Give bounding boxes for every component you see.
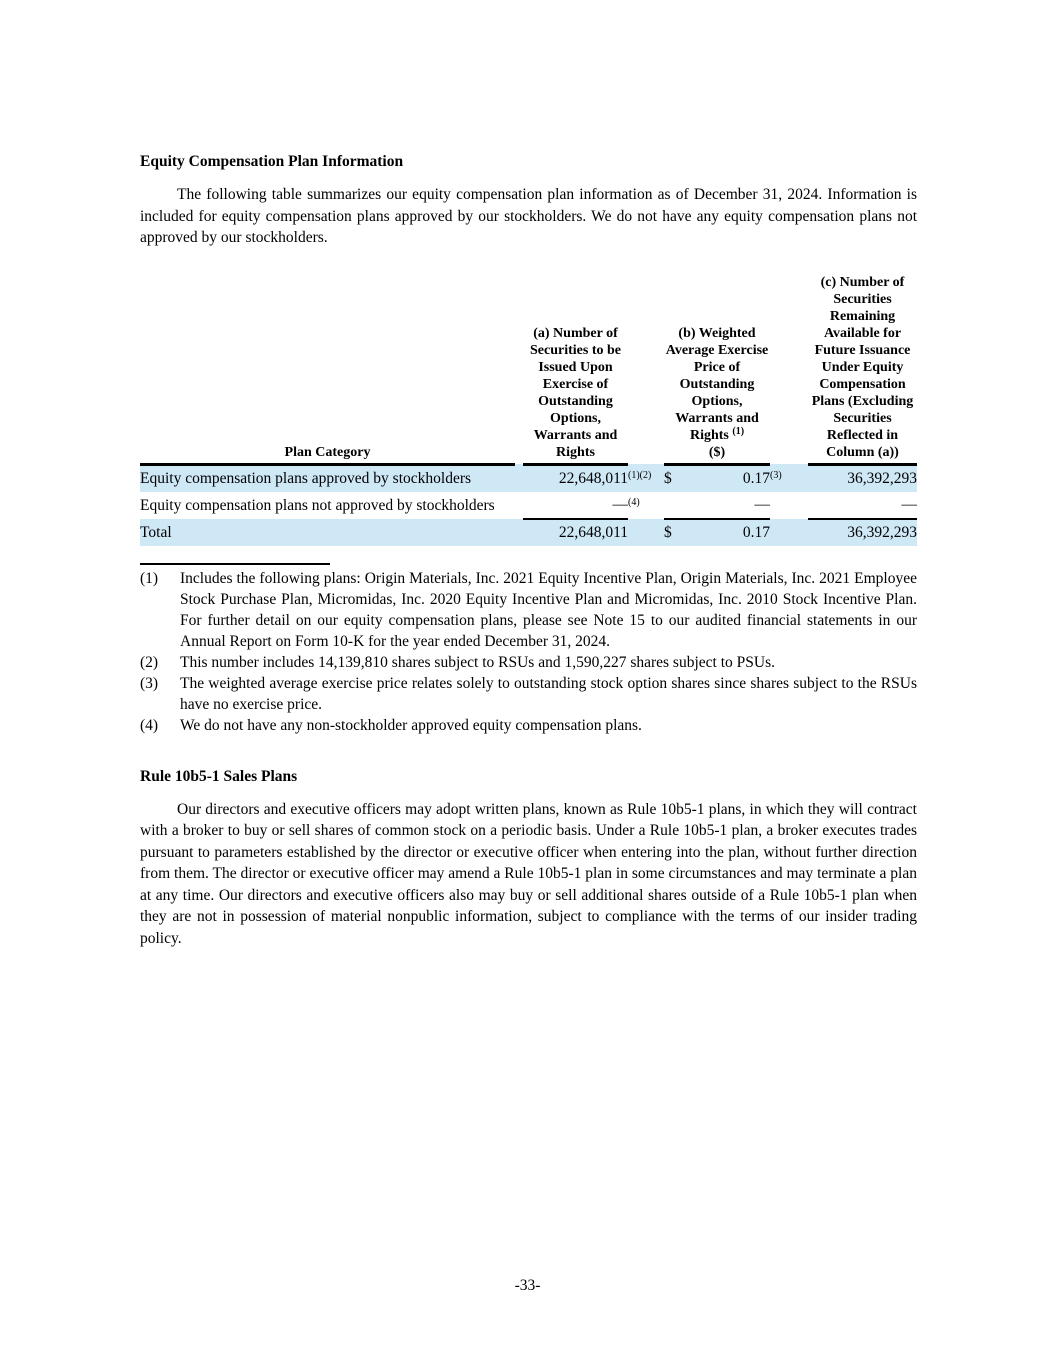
page-number: -33- bbox=[514, 1277, 541, 1294]
footnote-text: The weighted average exercise price relates solely to outstanding stock option shares since shares subject to the RSUs have no exercise price. bbox=[180, 674, 917, 713]
page-content bbox=[140, 0, 917, 949]
column-a-note-spacer bbox=[628, 274, 664, 465]
col-a-value: 22,648,011 bbox=[558, 469, 628, 487]
column-b-unit: ($) bbox=[708, 444, 726, 460]
table-header-row bbox=[140, 274, 917, 465]
rule-10b5-1-paragraph: Our directors and executive officers may adopt written plans, known as Rule 10b5-1 plans, in which they will contract with a broker to buy or sell shares of common stock on a periodic basis. Under a Rule 10b5-1 plan, a broker executes trades pursuant to parameters established by the director or executive officer when entering into the plan, without further direction from them. The director or executive officer may amend a Rule 10b5-1 plan in some circumstances and may terminate a plan at any time. Our directors and executive officers also may buy or sell additional shares outside of a Rule 10b5-1 plan when they are not in possession of material nonpublic information, subject to compliance with the terms of our insider trading policy. bbox=[140, 800, 917, 947]
rule-10b5-1-section-heading: Rule 10b5-1 Sales Plans bbox=[140, 767, 298, 785]
currency-symbol: $ bbox=[664, 469, 672, 487]
col-c-value: 36,392,293 bbox=[808, 519, 917, 546]
col-b-value: 0.17 bbox=[742, 523, 770, 541]
footnote-text: Includes the following plans: Origin Materials, Inc. 2021 Equity Incentive Plan, Origin Materials, Inc. 2021 Employee Stock Purchase Plan, Micromidas, Inc. 2020 Equity Incentive Plan and Micromidas, Inc. 2010 Stock Incentive Plan. For further detail on our equity compensation plans, please see Note 15 to our audited financial statements in our Annual Report on Form 10-K for the year ended December 31, 2024. bbox=[180, 569, 917, 650]
header-gap bbox=[800, 274, 808, 465]
footnote-text: We do not have any non-stockholder approved equity compensation plans. bbox=[180, 716, 642, 734]
col-b-value: — bbox=[754, 495, 770, 513]
col-a-value: 22,648,011 bbox=[523, 519, 628, 546]
col-a-footnote-ref: (4) bbox=[628, 496, 640, 508]
footnote-list bbox=[140, 568, 917, 736]
equity-plan-intro-paragraph: The following table summarizes our equity compensation plan information as of December 31, 2024. Information is included for equity compensation plans approved by our stockholders. We do not have any equity compensation plans not approved by our stockholders. bbox=[140, 186, 917, 246]
row-label: Equity compensation plans approved by stockholders bbox=[140, 469, 472, 487]
footnote-separator-rule bbox=[140, 563, 330, 565]
footnote-marker: (3) bbox=[140, 674, 159, 692]
col-a-value: — bbox=[612, 495, 628, 513]
col-c-value: — bbox=[901, 495, 917, 513]
column-b-footnote-ref: (1) bbox=[732, 425, 745, 437]
col-b-value-cell bbox=[664, 492, 770, 519]
column-a-header: (a) Number of Securities to be Issued Upon Exercise of Outstanding Options, Warrants and Rights bbox=[523, 274, 628, 465]
equity-compensation-table bbox=[140, 274, 917, 546]
table-row-approved-plans bbox=[140, 464, 917, 492]
col-b-value-cell bbox=[664, 464, 770, 492]
col-b-value: 0.17 bbox=[742, 469, 770, 487]
footnote-2 bbox=[140, 652, 917, 673]
row-label: Equity compensation plans not approved by stockholders bbox=[140, 496, 495, 514]
col-a-footnote-ref: (1)(2) bbox=[628, 469, 652, 481]
col-b-footnote-ref: (3) bbox=[770, 469, 782, 481]
column-b-header bbox=[664, 274, 770, 465]
footnote-marker: (2) bbox=[140, 653, 159, 671]
column-c-header: (c) Number of Securities Remaining Available for Future Issuance Under Equity Compensation Plans (Excluding Securities Reflected in Column (a)) bbox=[808, 274, 917, 465]
col-c-value: 36,392,293 bbox=[847, 469, 917, 487]
footnote-3 bbox=[140, 673, 917, 715]
footnote-marker: (1) bbox=[140, 569, 159, 587]
table-row-total bbox=[140, 519, 917, 546]
footnote-text: This number includes 14,139,810 shares subject to RSUs and 1,590,227 shares subject to PSUs. bbox=[180, 653, 775, 671]
footnote-4 bbox=[140, 715, 917, 736]
footnote-marker: (4) bbox=[140, 716, 159, 734]
col-b-value-cell bbox=[664, 519, 770, 546]
plan-category-header: Plan Category bbox=[140, 274, 515, 465]
equity-plan-section-heading: Equity Compensation Plan Information bbox=[140, 153, 404, 170]
footnote-1 bbox=[140, 568, 917, 652]
column-b-header-text: (b) Weighted Average Exercise Price of Outstanding Options, Warrants and Rights bbox=[665, 325, 769, 443]
currency-symbol: $ bbox=[664, 523, 672, 541]
header-gap bbox=[515, 274, 523, 465]
row-label: Total bbox=[140, 523, 172, 541]
table-row-not-approved-plans bbox=[140, 492, 917, 519]
column-b-note-spacer bbox=[770, 274, 800, 465]
